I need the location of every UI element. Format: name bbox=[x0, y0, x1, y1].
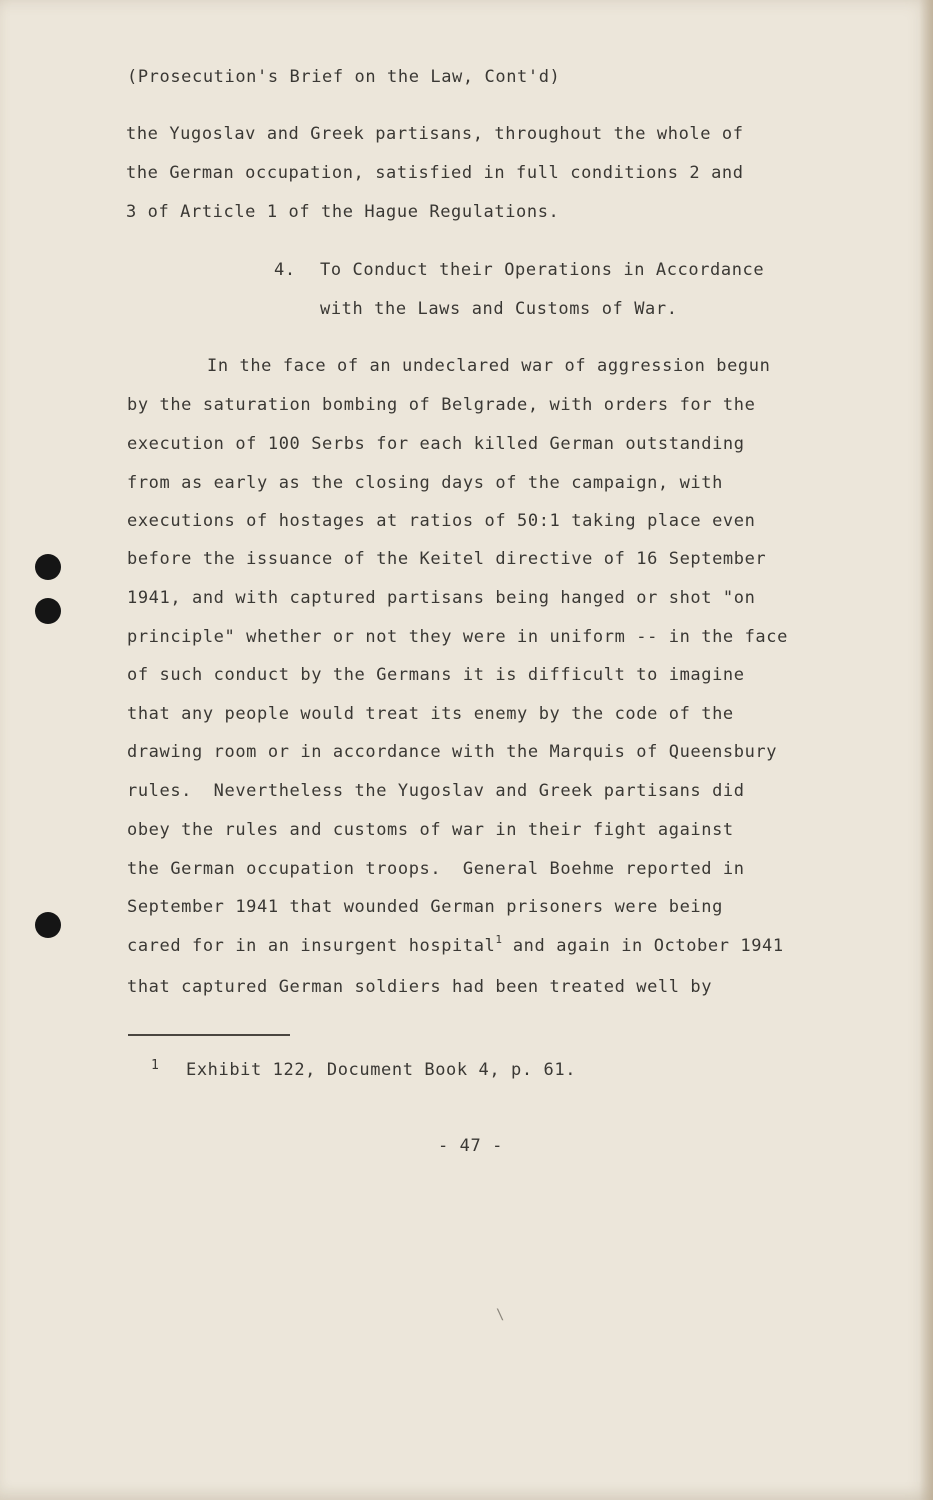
text-line: of such conduct by the Germans it is difficult to imagine bbox=[127, 665, 745, 685]
text-line: September 1941 that wounded German prisoners were being bbox=[127, 897, 723, 917]
page-edge-shadow bbox=[919, 0, 933, 1500]
footnote-reference: 1 bbox=[495, 933, 503, 946]
text-line: 3 of Article 1 of the Hague Regulations. bbox=[126, 202, 560, 222]
footnote-text: Exhibit 122, Document Book 4, p. 61. bbox=[186, 1060, 577, 1080]
text-line: drawing room or in accordance with the Marquis of Queensbury bbox=[127, 742, 778, 762]
section-heading: with the Laws and Customs of War. bbox=[320, 299, 678, 319]
text-line: the German occupation troops. General Boehme reported in bbox=[127, 859, 745, 879]
text-line: In the face of an undeclared war of aggression begun bbox=[207, 356, 771, 376]
text-line: rules. Nevertheless the Yugoslav and Greek partisans did bbox=[127, 781, 745, 801]
text-line: before the issuance of the Keitel directive of 16 September bbox=[127, 549, 767, 569]
text-line: that any people would treat its enemy by the code of the bbox=[127, 704, 734, 724]
text-line: the Yugoslav and Greek partisans, throughout the whole of bbox=[126, 124, 744, 144]
text-line: that captured German soldiers had been treated well by bbox=[127, 977, 713, 997]
punch-hole bbox=[35, 598, 61, 624]
text-line-with-footnote bbox=[127, 935, 784, 959]
stray-mark: \ bbox=[496, 1307, 506, 1323]
text-line: 1941, and with captured partisans being hanged or shot "on bbox=[127, 588, 756, 608]
text-line: obey the rules and customs of war in their fight against bbox=[127, 820, 734, 840]
page-header: (Prosecution's Brief on the Law, Cont'd) bbox=[127, 67, 561, 87]
footnote-divider bbox=[128, 1034, 290, 1036]
text-segment: cared for in an insurgent hospital bbox=[127, 936, 496, 956]
section-heading: To Conduct their Operations in Accordance bbox=[320, 260, 765, 280]
text-segment: and again in October 1941 bbox=[502, 936, 784, 956]
text-line: the German occupation, satisfied in full conditions 2 and bbox=[126, 163, 744, 183]
text-line: execution of 100 Serbs for each killed German outstanding bbox=[127, 434, 745, 454]
section-number: 4. bbox=[274, 260, 296, 280]
page-number: - 47 - bbox=[438, 1136, 504, 1156]
punch-hole bbox=[35, 554, 61, 580]
text-line: by the saturation bombing of Belgrade, with orders for the bbox=[127, 395, 756, 415]
punch-hole bbox=[35, 912, 61, 938]
text-line: from as early as the closing days of the campaign, with bbox=[127, 473, 723, 493]
text-line: principle" whether or not they were in uniform -- in the face bbox=[127, 627, 788, 647]
footnote-marker: 1 bbox=[151, 1058, 160, 1073]
text-line: executions of hostages at ratios of 50:1 taking place even bbox=[127, 511, 756, 531]
